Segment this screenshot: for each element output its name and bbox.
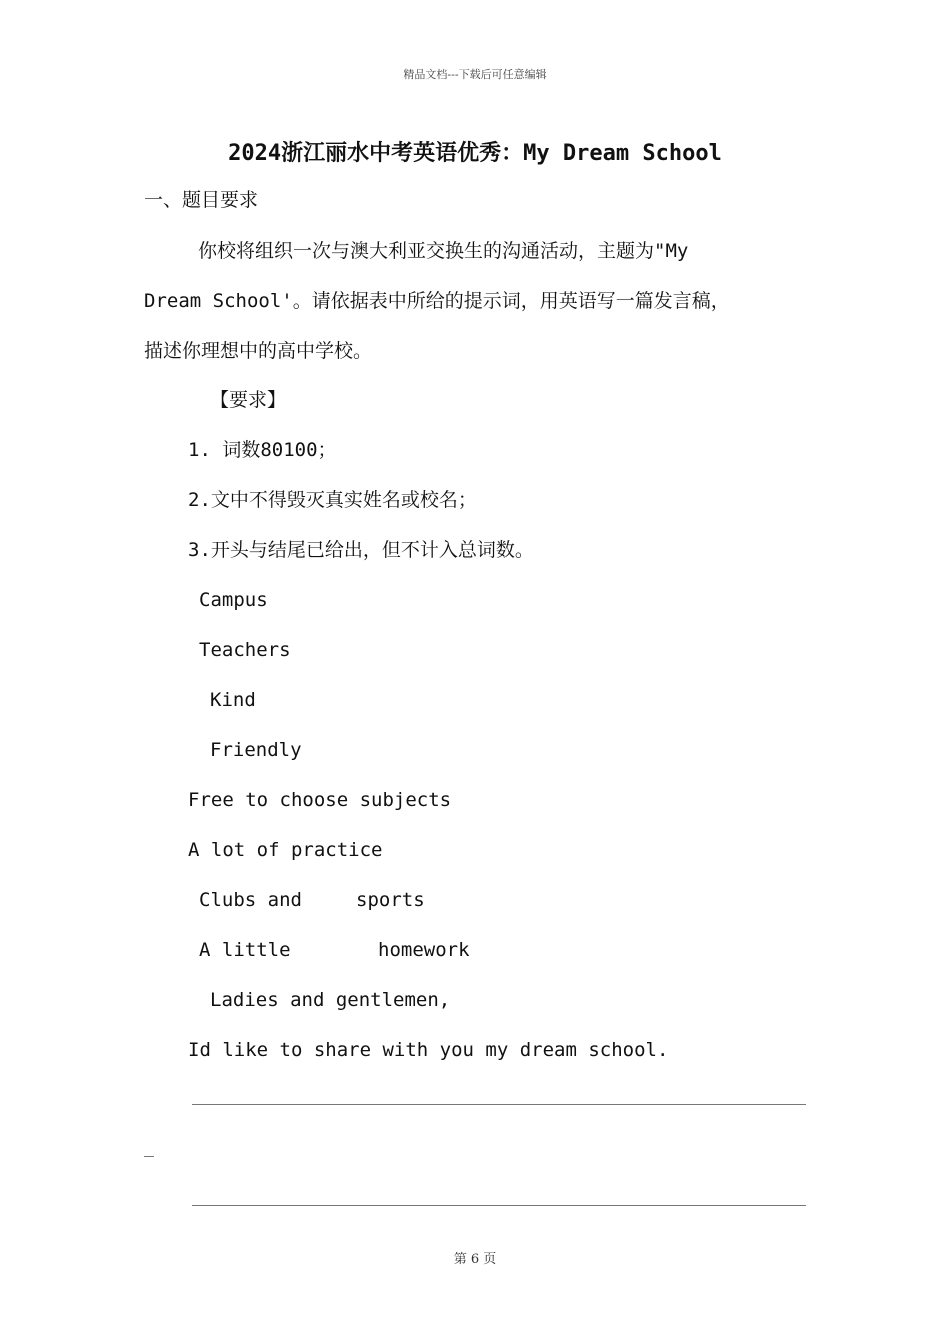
requirement-item-2: 2.文中不得毁灭真实姓名或校名； — [188, 489, 477, 511]
section-heading: 一、题目要求 — [144, 189, 259, 211]
answer-line-stub — [144, 1156, 154, 1157]
hint-practice: A lot of practice — [188, 839, 383, 861]
requirement-item-1: 1. 词数80100； — [188, 439, 337, 461]
intro-line-3: 描述你理想中的高中学校。 — [144, 340, 373, 362]
page-number: 第 6 页 — [453, 1252, 497, 1267]
hint-free-subjects: Free to choose subjects — [188, 789, 452, 811]
requirement-item-3: 3.开头与结尾已给出，但不计入总词数。 — [188, 539, 534, 561]
hint-friendly: Friendly — [210, 739, 302, 761]
hint-sports: sports — [356, 889, 425, 911]
hint-clubs: Clubs and — [199, 889, 302, 911]
page-header: 精品文档---下载后可任意编辑 — [403, 68, 547, 81]
requirements-heading: 【要求】 — [210, 389, 287, 411]
hint-kind: Kind — [210, 689, 256, 711]
opening-greeting: Ladies and gentlemen, — [210, 989, 451, 1011]
hint-teachers: Teachers — [199, 639, 291, 661]
answer-line-2 — [192, 1205, 806, 1206]
intro-line-2: Dream School'。请依据表中所给的提示词，用英语写一篇发言稿， — [144, 290, 730, 312]
hint-a-little: A little — [199, 939, 291, 961]
hint-homework: homework — [378, 939, 470, 961]
answer-line-1 — [192, 1104, 806, 1105]
intro-line-1: 你校将组织一次与澳大利亚交换生的沟通活动，主题为"My — [198, 240, 689, 262]
opening-sentence: Id like to share with you my dream school. — [188, 1039, 669, 1061]
document-title: 2024浙江丽水中考英语优秀：My Dream School — [228, 141, 722, 166]
hint-campus: Campus — [199, 589, 268, 611]
